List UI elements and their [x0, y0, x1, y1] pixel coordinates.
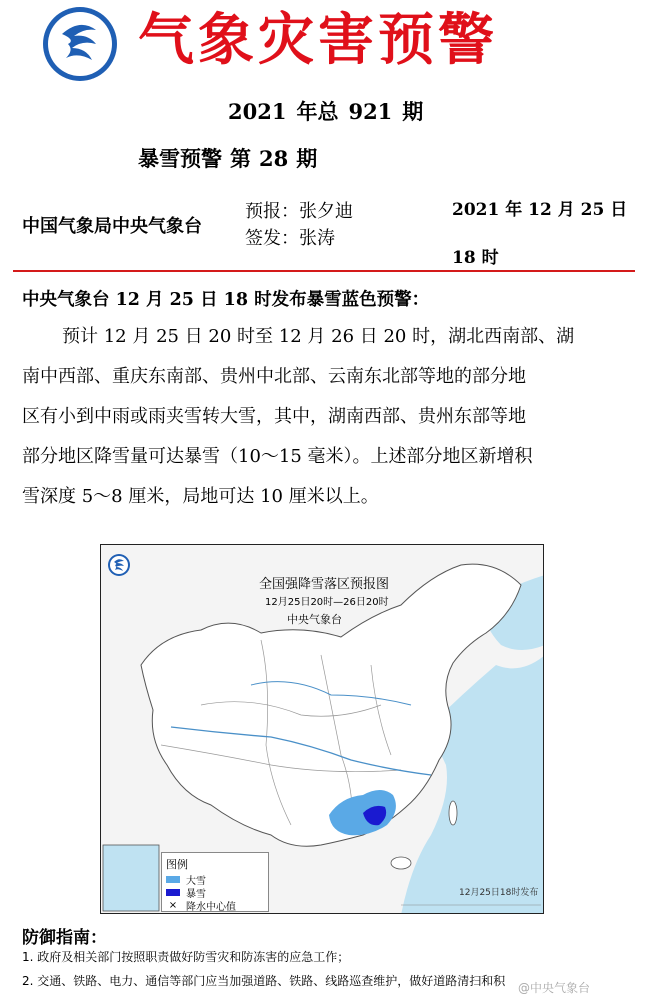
legend-swatch-blizzard: [166, 889, 180, 896]
cma-small-logo-icon: [107, 553, 131, 577]
warning-label: 第: [230, 146, 251, 171]
issue-total-number: 921: [348, 99, 393, 124]
issuing-organization: 中国气象局中央气象台: [22, 216, 202, 237]
issue-number: [228, 96, 433, 126]
warning-type: 暴雪预警: [138, 146, 222, 171]
bulletin-line: 区有小到中雨或雨夹雪转大雪，其中，湖南西部、贵州东部等地: [22, 406, 526, 427]
issuer: 签发：张涛: [245, 228, 335, 249]
bulletin-line: 南中西部、重庆东南部、贵州中北部、云南东北部等地的部分地: [22, 366, 526, 387]
signatories: [245, 198, 353, 252]
watermark: @中央气象台: [518, 981, 591, 995]
issue-total-label: 年总: [296, 99, 339, 124]
snowfall-forecast-map: [100, 544, 544, 914]
warning-period: 期: [296, 146, 318, 171]
map-legend: [161, 852, 269, 912]
legend-label: 暴雪: [186, 889, 206, 900]
header-divider: [13, 270, 635, 272]
map-issue-note: 12月25日18时发布: [459, 888, 539, 898]
legend-label: 大雪: [186, 876, 206, 887]
bulletin-line: 部分地区降雪量可达暴雪（10～15 毫米）。上述部分地区新增积: [22, 446, 533, 467]
legend-item: [166, 899, 264, 912]
bulletin-headline: 中央气象台 12 月 25 日 18 时发布暴雪蓝色预警：: [22, 290, 430, 310]
bulletin-line: 雪深度 5～8 厘米，局地可达 10 厘米以上。: [22, 486, 379, 507]
defense-item: 2. 交通、铁路、电力、通信等部门应当加强道路、铁路、线路巡查维护，做好道路清扫和积: [22, 974, 506, 988]
publish-time: 2021 年 12 月 25 日 18 时: [452, 200, 628, 268]
defense-item: 1. 政府及相关部门按照职责做好防雪灾和防冻害的应急工作；: [22, 950, 350, 964]
map-agency: 中央气象台: [287, 613, 342, 626]
legend-title: 图例: [166, 858, 188, 871]
bulletin-body: [22, 317, 632, 517]
issue-year: 2021: [228, 99, 287, 124]
legend-label: 降水中心值: [186, 902, 236, 913]
forecaster: 预报：张夕迪: [245, 201, 353, 222]
page-title: 气象灾害预警: [138, 8, 498, 73]
issue-period: 期: [402, 99, 424, 124]
cma-logo-icon: [40, 4, 120, 84]
warning-count: 28: [259, 146, 289, 171]
legend-swatch-heavy-snow: [166, 876, 180, 883]
bulletin-line: 预计 12 月 25 日 20 时至 12 月 26 日 20 时，湖北西南部、湖: [62, 326, 575, 347]
map-subtitle: 12月25日20时—26日20时: [265, 597, 389, 608]
map-title: 全国强降雪落区预报图: [259, 577, 390, 592]
legend-cross-icon: ×: [168, 900, 178, 911]
defense-guide-title: 防御指南：: [22, 928, 107, 948]
warning-number: [138, 143, 325, 173]
legend-item: [166, 873, 264, 886]
